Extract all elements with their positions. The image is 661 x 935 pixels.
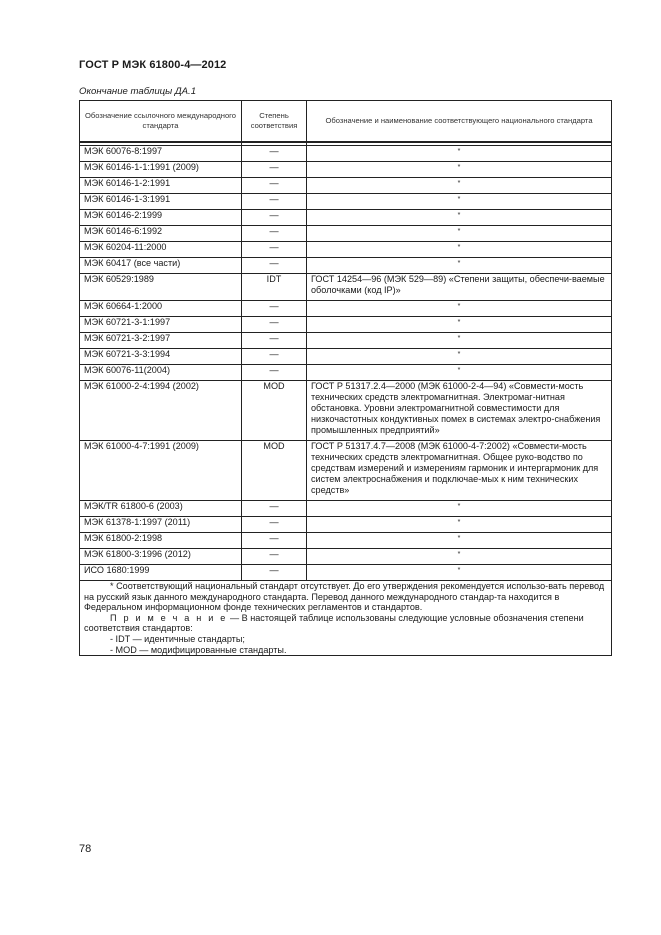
cell-international-standard: МЭК 60721-3-1:1997 <box>80 317 242 333</box>
cell-compliance-degree: MOD <box>242 441 307 501</box>
table-row <box>80 178 612 194</box>
cell-national-standard: ГОСТ Р 51317.2.4—2000 (МЭК 61000-2-4—94) «Совмести-мость технических средств электромагнитная. Электромаг-нитная обстановка. Уровни электромагнитной совместимости для низкочастотных кондуктивных помех в системах электро-снабжения промышленных предприятий» <box>307 381 612 441</box>
cell-international-standard: МЭК 60721-3-3:1994 <box>80 349 242 365</box>
cell-compliance-degree: — <box>242 178 307 194</box>
cell-international-standard: МЭК 60721-3-2:1997 <box>80 333 242 349</box>
table-caption: Окончание таблицы ДА.1 <box>79 86 197 97</box>
table-row <box>80 301 612 317</box>
table-row <box>80 242 612 258</box>
cell-national-standard: * <box>307 365 612 381</box>
cell-international-standard: МЭК 60146-2:1999 <box>80 210 242 226</box>
table-row <box>80 317 612 333</box>
cell-compliance-degree: — <box>242 258 307 274</box>
cell-compliance-degree: — <box>242 162 307 178</box>
cell-national-standard: * <box>307 317 612 333</box>
cell-compliance-degree: — <box>242 501 307 517</box>
notes-row <box>80 581 612 656</box>
table-body <box>80 142 612 581</box>
cell-national-standard: * <box>307 194 612 210</box>
cell-compliance-degree: — <box>242 226 307 242</box>
cell-compliance-degree: — <box>242 549 307 565</box>
cell-compliance-degree: — <box>242 333 307 349</box>
cell-national-standard: ГОСТ Р 51317.4.7—2008 (МЭК 61000-4-7:2002) «Совмести-мость технических средств электромагнитная. Общее руко-водство по средствам измерений и измерениям гармоник и интергармоник для систем электроснабжения и подключае-мых к ним технических средств» <box>307 441 612 501</box>
cell-compliance-degree: — <box>242 349 307 365</box>
cell-international-standard: МЭК 60146-6:1992 <box>80 226 242 242</box>
cell-compliance-degree: — <box>242 317 307 333</box>
footnote: * Соответствующий национальный стандарт отсутствует. До его утверждения рекомендуется использо-вать перевод на русский язык данного международного стандарта. Перевод данного международного стандар-та находится в Федеральном информационном фонде технических регламентов и стандартов. <box>84 581 605 613</box>
table-row <box>80 194 612 210</box>
cell-national-standard: * <box>307 162 612 178</box>
cell-compliance-degree: — <box>242 301 307 317</box>
header-international-standard: Обозначение ссылочного международного стандарта <box>80 101 242 143</box>
cell-compliance-degree: IDT <box>242 274 307 301</box>
cell-international-standard: МЭК 60529:1989 <box>80 274 242 301</box>
table-row <box>80 549 612 565</box>
cell-national-standard: * <box>307 226 612 242</box>
cell-national-standard: * <box>307 349 612 365</box>
cell-international-standard: МЭК/TR 61800-6 (2003) <box>80 501 242 517</box>
table-row <box>80 501 612 517</box>
cell-national-standard: * <box>307 333 612 349</box>
cell-national-standard: * <box>307 242 612 258</box>
table-row <box>80 274 612 301</box>
cell-national-standard: ГОСТ 14254—96 (МЭК 529—89) «Степени защиты, обеспечи-ваемые оболочками (код IP)» <box>307 274 612 301</box>
page-number: 78 <box>79 843 92 855</box>
cell-compliance-degree: — <box>242 365 307 381</box>
table-row <box>80 210 612 226</box>
notes-cell <box>80 581 612 656</box>
cell-international-standard: МЭК 60146-1-2:1991 <box>80 178 242 194</box>
cell-national-standard: * <box>307 549 612 565</box>
cell-compliance-degree: — <box>242 146 307 162</box>
header-compliance-degree: Степень соответствия <box>242 101 307 143</box>
table-header-row <box>80 101 612 143</box>
cell-national-standard: * <box>307 178 612 194</box>
header-national-standard: Обозначение и наименование соответствующего национального стандарта <box>307 101 612 143</box>
table-row <box>80 226 612 242</box>
table-row <box>80 565 612 581</box>
cell-international-standard: МЭК 60146-1-1:1991 (2009) <box>80 162 242 178</box>
cell-compliance-degree: — <box>242 242 307 258</box>
document-header: ГОСТ Р МЭК 61800-4—2012 <box>79 59 227 71</box>
note-label: П р и м е ч а н и е <box>110 612 228 623</box>
cell-national-standard: * <box>307 517 612 533</box>
table-row <box>80 517 612 533</box>
table-row <box>80 365 612 381</box>
note-text: — В настоящей таблице использованы следующие условные обозначения степени соответствия стандартов: <box>84 612 584 634</box>
table-row <box>80 349 612 365</box>
cell-international-standard: МЭК 60664-1:2000 <box>80 301 242 317</box>
cell-international-standard: МЭК 60076-11(2004) <box>80 365 242 381</box>
cell-international-standard: МЭК 61800-3:1996 (2012) <box>80 549 242 565</box>
note-item-mod: - MOD — модифицированные стандарты. <box>110 644 287 655</box>
cell-compliance-degree: — <box>242 533 307 549</box>
cell-national-standard: * <box>307 210 612 226</box>
table-row <box>80 258 612 274</box>
table-row <box>80 162 612 178</box>
table-row <box>80 441 612 501</box>
cell-international-standard: МЭК 61000-4-7:1991 (2009) <box>80 441 242 501</box>
cell-international-standard: МЭК 61378-1:1997 (2011) <box>80 517 242 533</box>
table-row <box>80 381 612 441</box>
cell-national-standard: * <box>307 146 612 162</box>
cell-national-standard: * <box>307 301 612 317</box>
cell-compliance-degree: MOD <box>242 381 307 441</box>
cell-national-standard: * <box>307 501 612 517</box>
table-row <box>80 333 612 349</box>
note-item-idt: - IDT — идентичные стандарты; <box>110 633 245 644</box>
table-row <box>80 146 612 162</box>
cell-international-standard: МЭК 60146-1-3:1991 <box>80 194 242 210</box>
cell-compliance-degree: — <box>242 565 307 581</box>
cell-national-standard: * <box>307 533 612 549</box>
cell-international-standard: МЭК 60204-11:2000 <box>80 242 242 258</box>
cell-compliance-degree: — <box>242 194 307 210</box>
cell-national-standard: * <box>307 565 612 581</box>
cell-international-standard: МЭК 61000-2-4:1994 (2002) <box>80 381 242 441</box>
cell-international-standard: МЭК 60076-8:1997 <box>80 146 242 162</box>
note <box>84 613 607 634</box>
cell-international-standard: МЭК 61800-2:1998 <box>80 533 242 549</box>
cell-compliance-degree: — <box>242 210 307 226</box>
reference-standards-table <box>79 100 612 656</box>
cell-compliance-degree: — <box>242 517 307 533</box>
table-row <box>80 533 612 549</box>
cell-national-standard: * <box>307 258 612 274</box>
cell-international-standard: МЭК 60417 (все части) <box>80 258 242 274</box>
cell-international-standard: ИСО 1680:1999 <box>80 565 242 581</box>
